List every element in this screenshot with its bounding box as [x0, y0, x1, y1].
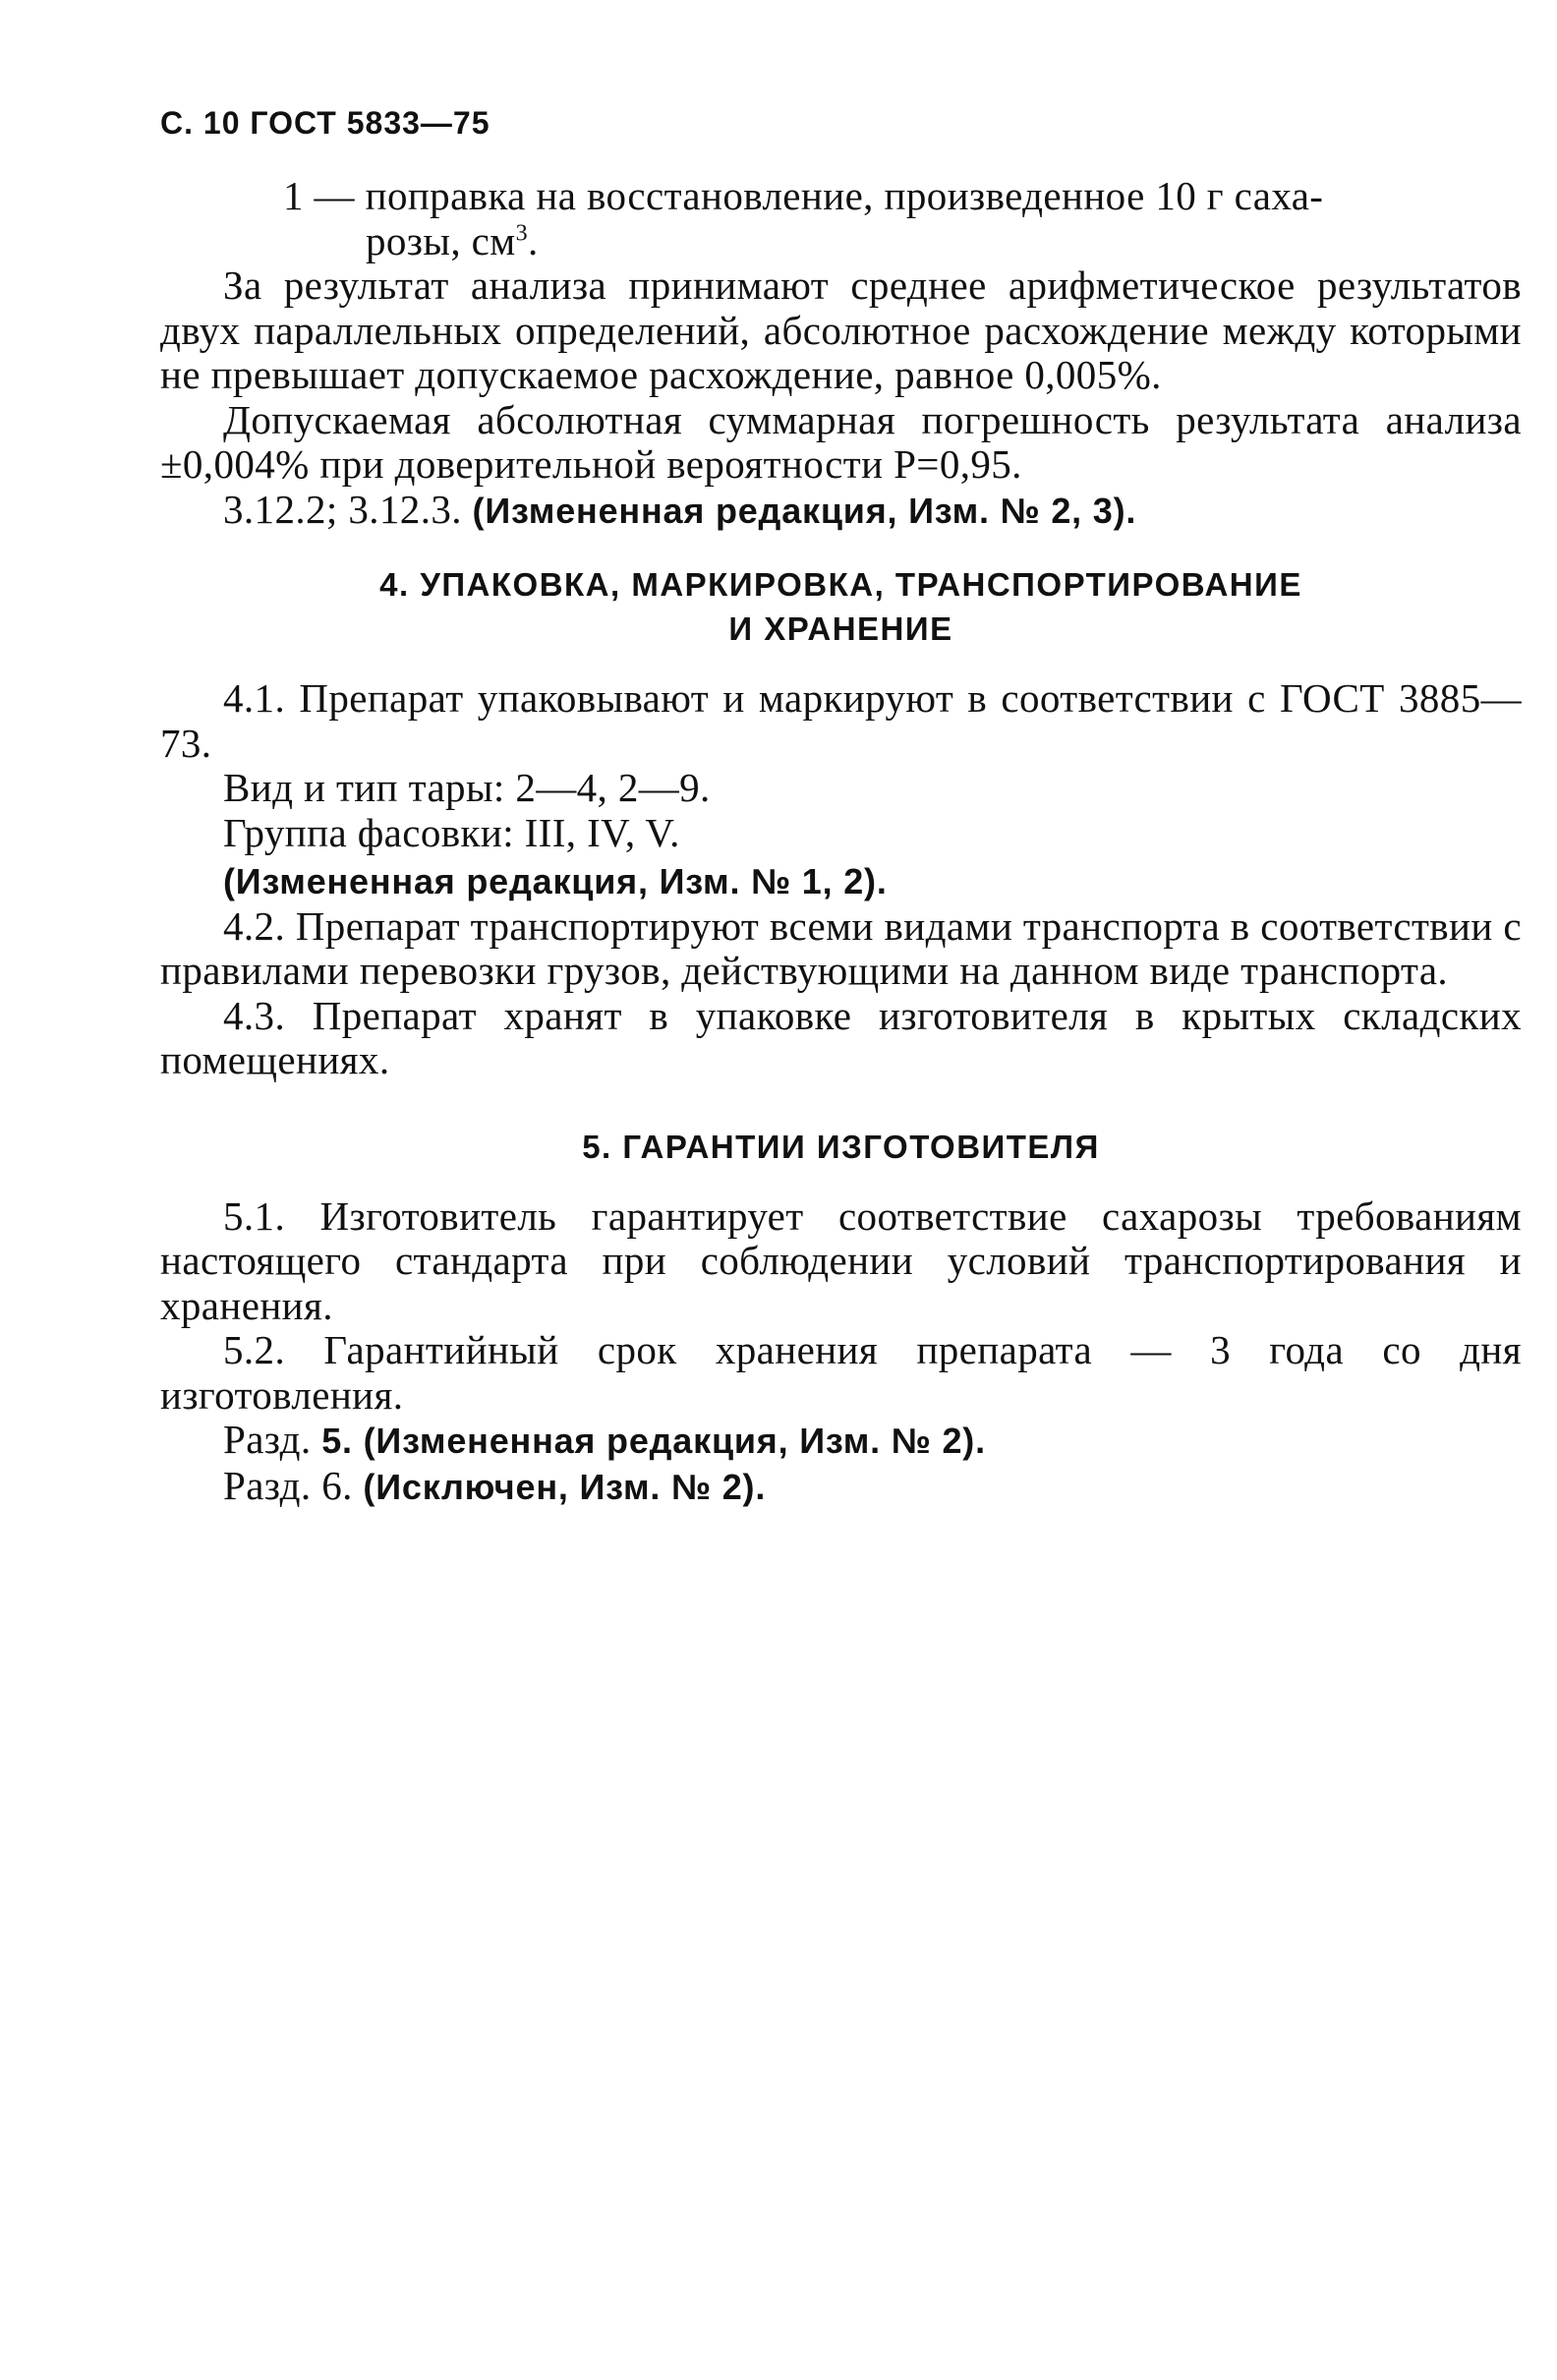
section-4-heading-line1: 4. УПАКОВКА, МАРКИРОВКА, ТРАНСПОРТИРОВАНИЕ	[379, 566, 1302, 603]
paragraph-4-2: 4.2. Препарат транспортируют всеми видами транспорта в соответствии с правилами перевозки грузов, действующими на данном виде транспорта.	[160, 902, 1522, 993]
section-4-heading	[160, 562, 1522, 651]
paragraph-5-1: 5.1. Изготовитель гарантирует соответствие сахарозы требованиям настоящего стандарта при соблюдении условий транспортирования и хранения.	[160, 1192, 1522, 1328]
amend-3-12-note: (Измененная редакция, Изм. № 2, 3).	[472, 490, 1137, 531]
paragraph-amend-section-6	[160, 1464, 1522, 1510]
amend-3-12-ref: 3.12.2; 3.12.3.	[223, 486, 473, 532]
paragraph-container-type: Вид и тип тары: 2—4, 2—9.	[223, 765, 711, 810]
paragraph-4-1: 4.1. Препарат упаковывают и маркируют в соответствии с ГОСТ 3885—73.	[160, 675, 1522, 766]
paragraph-4-3: 4.3. Препарат хранят в упаковке изготовителя в крытых складских помещениях.	[160, 992, 1522, 1082]
amend-5-note: 5. (Измененная редакция, Изм. № 2).	[321, 1421, 986, 1461]
paragraph-amend-4	[160, 858, 1522, 904]
amend-6-ref: Разд. 6.	[223, 1462, 364, 1508]
definition-item	[283, 174, 1522, 263]
section-5-heading: 5. ГАРАНТИИ ИЗГОТОВИТЕЛЯ	[582, 1128, 1100, 1165]
definition-line1: 1 — поправка на восстановление, произведенное 10 г саха-	[283, 173, 1324, 218]
definition-line2-text: розы, см	[366, 217, 516, 263]
paragraph-5-2: 5.2. Гарантийный срок хранения препарата — 3 года со дня изготовления.	[160, 1327, 1522, 1418]
paragraph-amend-section-5	[160, 1418, 1522, 1464]
amend-4-note: (Измененная редакция, Изм. № 1, 2).	[223, 861, 888, 901]
definition-line2-end: .	[528, 217, 539, 263]
paragraph-error: Допускаемая абсолютная суммарная погрешность результата анализа ±0,004% при доверительной вероятности P=0,95.	[160, 396, 1522, 487]
document-page	[160, 93, 1522, 1509]
superscript-exponent: 3	[515, 219, 528, 246]
paragraph-result: За результат анализа принимают среднее арифметическое результатов двух параллельных определений, абсолютное расхождение между которыми не превышает допускаемое расхождение, равное 0,005%.	[160, 262, 1522, 397]
definition-line2	[283, 219, 1522, 264]
amend-6-note: (Исключен, Изм. № 2).	[363, 1466, 767, 1507]
running-title: С. 10 ГОСТ 5833—75	[160, 105, 490, 141]
section-4-heading-line2: И ХРАНЕНИЕ	[728, 610, 953, 647]
paragraph-amend-3-12	[160, 488, 1522, 534]
amend-5-ref: Разд.	[223, 1417, 322, 1462]
paragraph-packing-group: Группа фасовки: III, IV, V.	[223, 809, 680, 855]
